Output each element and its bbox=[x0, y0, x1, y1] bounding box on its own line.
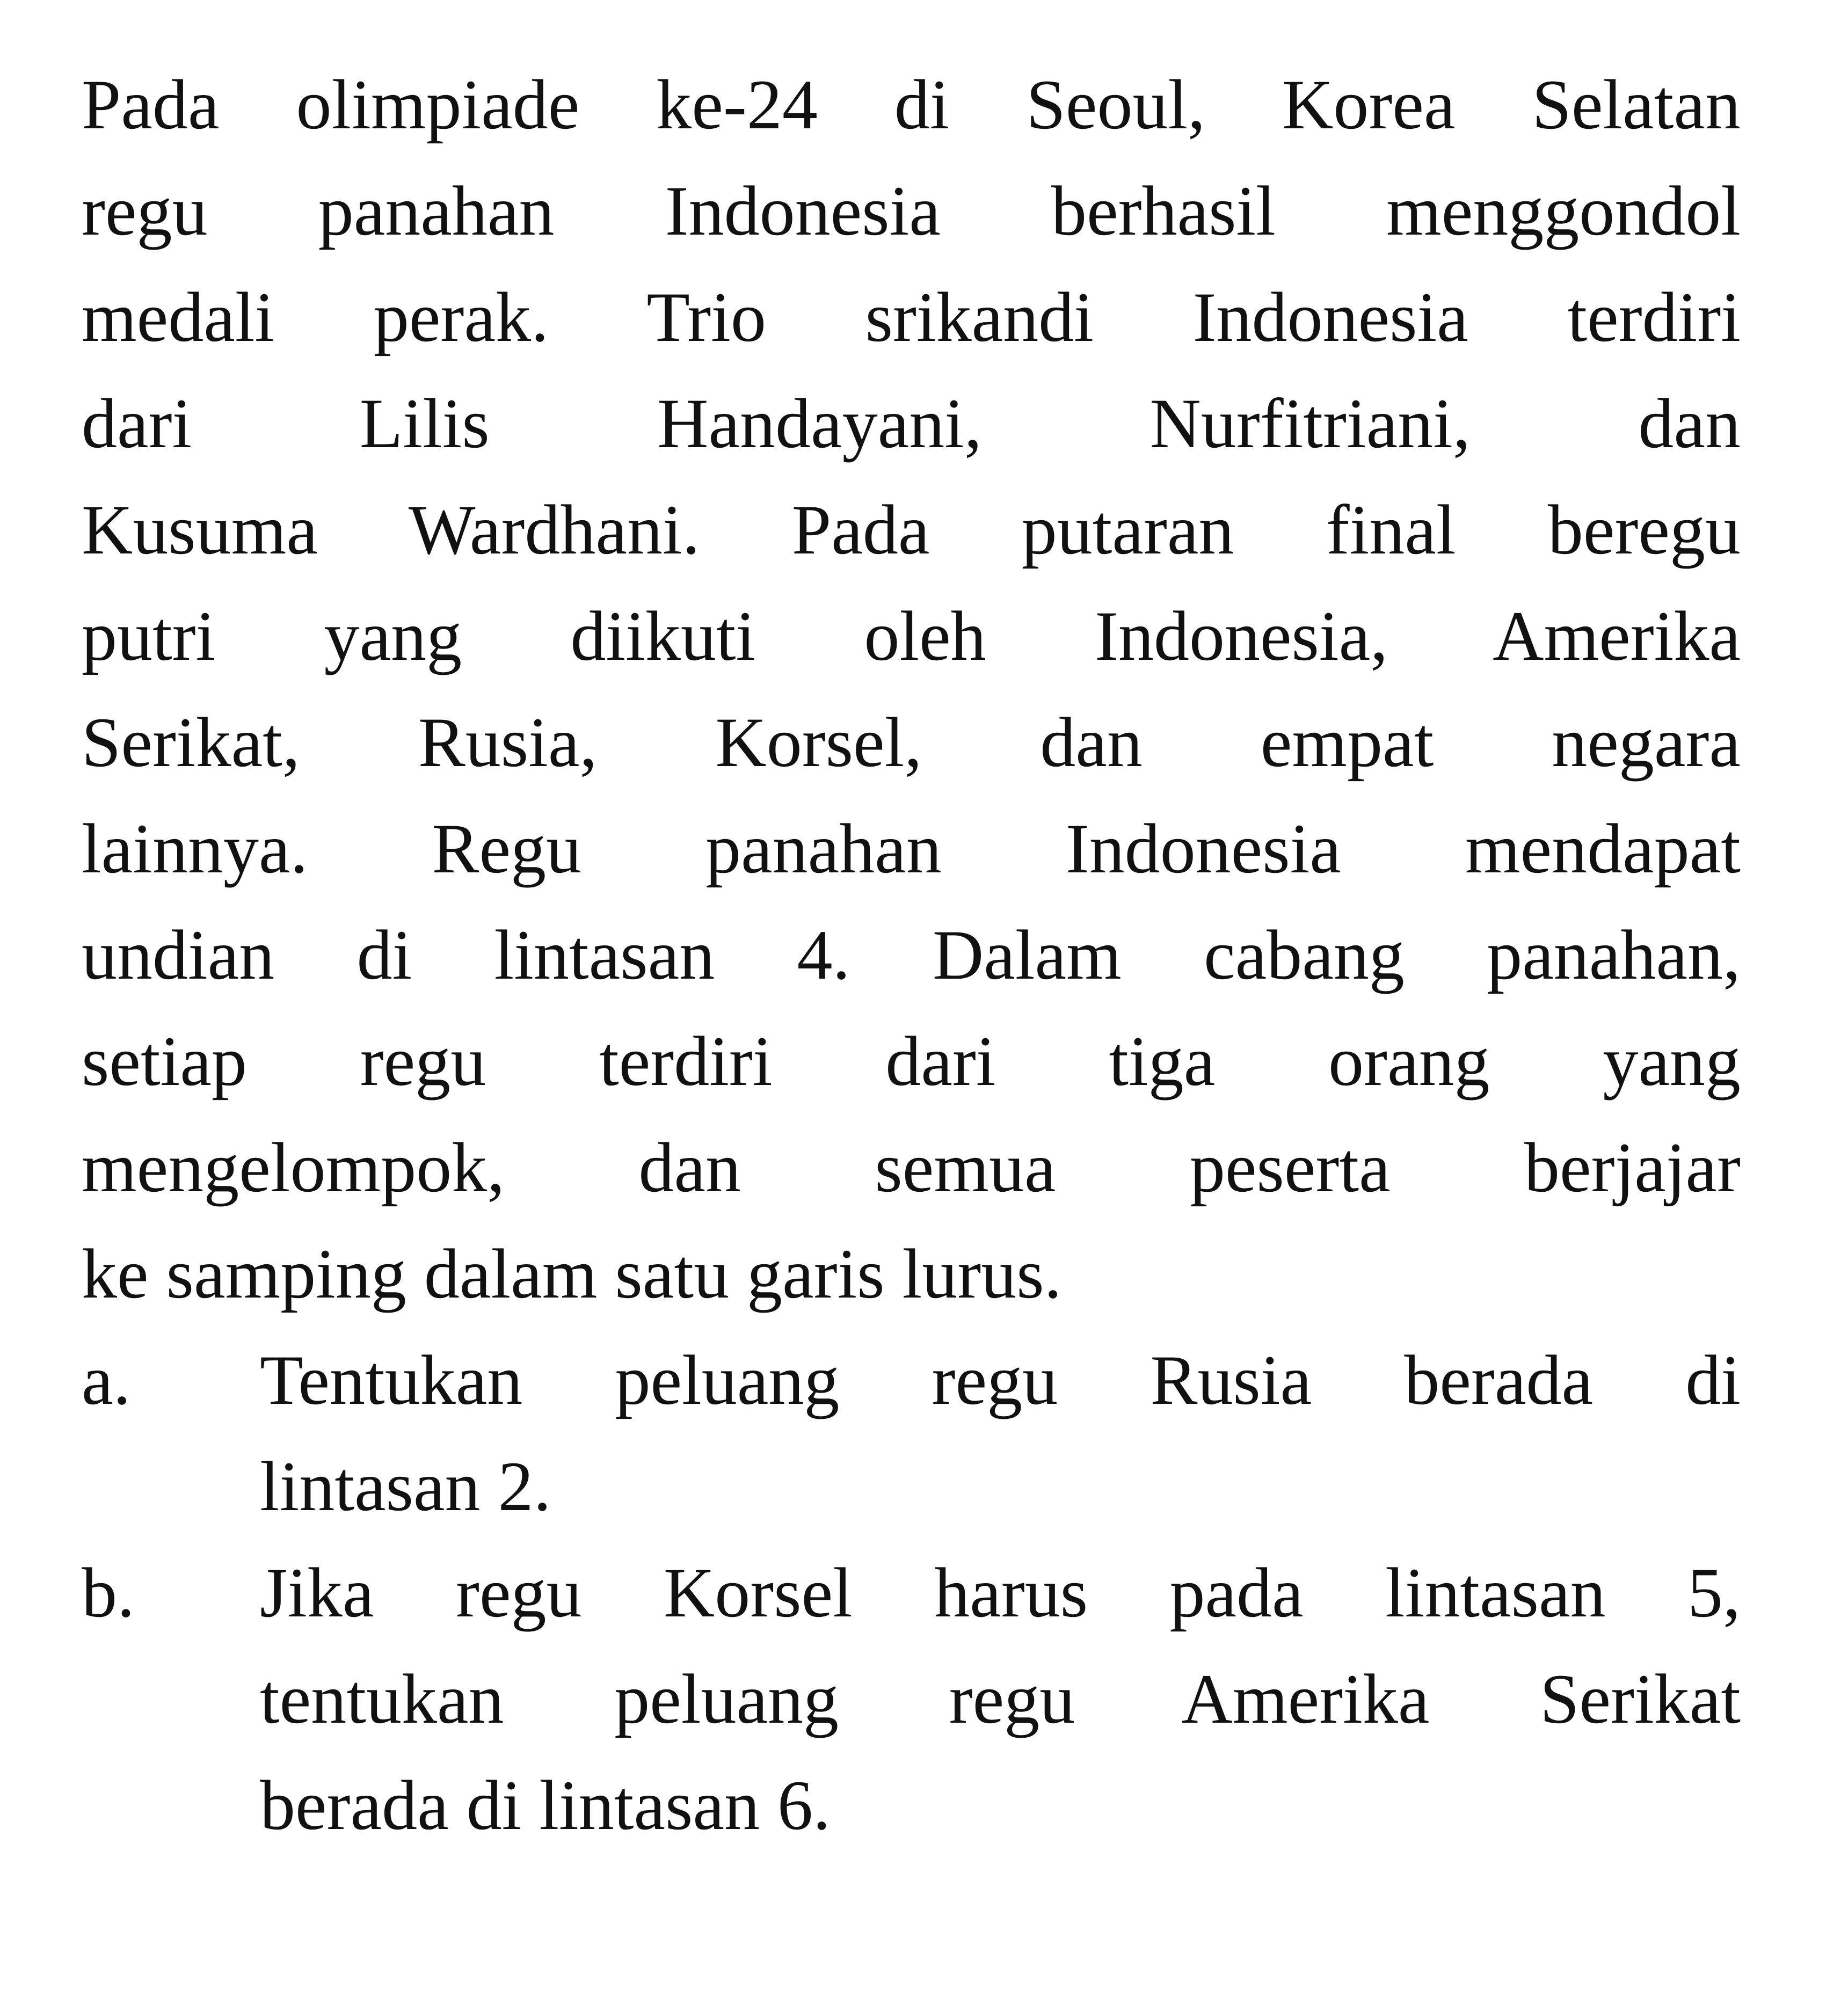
question-b-line: tentukan peluang regu Amerika Serikat bbox=[260, 1659, 1741, 1738]
paragraph-line: Kusuma Wardhani. Pada putaran final beregu bbox=[82, 490, 1741, 569]
question-b-marker: b. bbox=[82, 1553, 135, 1632]
paragraph-line: Serikat, Rusia, Korsel, dan empat negara bbox=[82, 703, 1741, 782]
paragraph-line: dari Lilis Handayani, Nurfitriani, dan bbox=[82, 384, 1741, 463]
question-a-marker: a. bbox=[82, 1340, 131, 1419]
question-a-line: lintasan 2. bbox=[260, 1447, 551, 1526]
paragraph-line: setiap regu terdiri dari tiga orang yang bbox=[82, 1022, 1741, 1101]
question-b-line: Jika regu Korsel harus pada lintasan 5, bbox=[260, 1553, 1741, 1632]
paragraph-line: ke samping dalam satu garis lurus. bbox=[82, 1234, 1062, 1313]
question-b-line: berada di lintasan 6. bbox=[260, 1766, 831, 1845]
paragraph-line: lainnya. Regu panahan Indonesia mendapat bbox=[82, 809, 1741, 888]
paragraph-line: undian di lintasan 4. Dalam cabang panahan, bbox=[82, 915, 1741, 994]
paragraph-line: regu panahan Indonesia berhasil menggondol bbox=[82, 171, 1741, 250]
paragraph-line: putri yang diikuti oleh Indonesia, Amerika bbox=[82, 596, 1741, 675]
question-b-text bbox=[260, 1540, 1741, 1859]
question-b bbox=[82, 1540, 1741, 1859]
paragraph-line: medali perak. Trio srikandi Indonesia terdiri bbox=[82, 278, 1741, 356]
paragraph-line: mengelompok, dan semua peserta berjajar bbox=[82, 1128, 1741, 1207]
question-a bbox=[82, 1327, 1741, 1540]
paragraph-line: Pada olimpiade ke-24 di Seoul, Korea Selatan bbox=[82, 65, 1741, 144]
problem-text bbox=[82, 52, 1741, 1859]
problem-paragraph bbox=[82, 52, 1741, 1327]
question-a-text bbox=[260, 1327, 1741, 1540]
question-a-line: Tentukan peluang regu Rusia berada di bbox=[260, 1340, 1741, 1419]
